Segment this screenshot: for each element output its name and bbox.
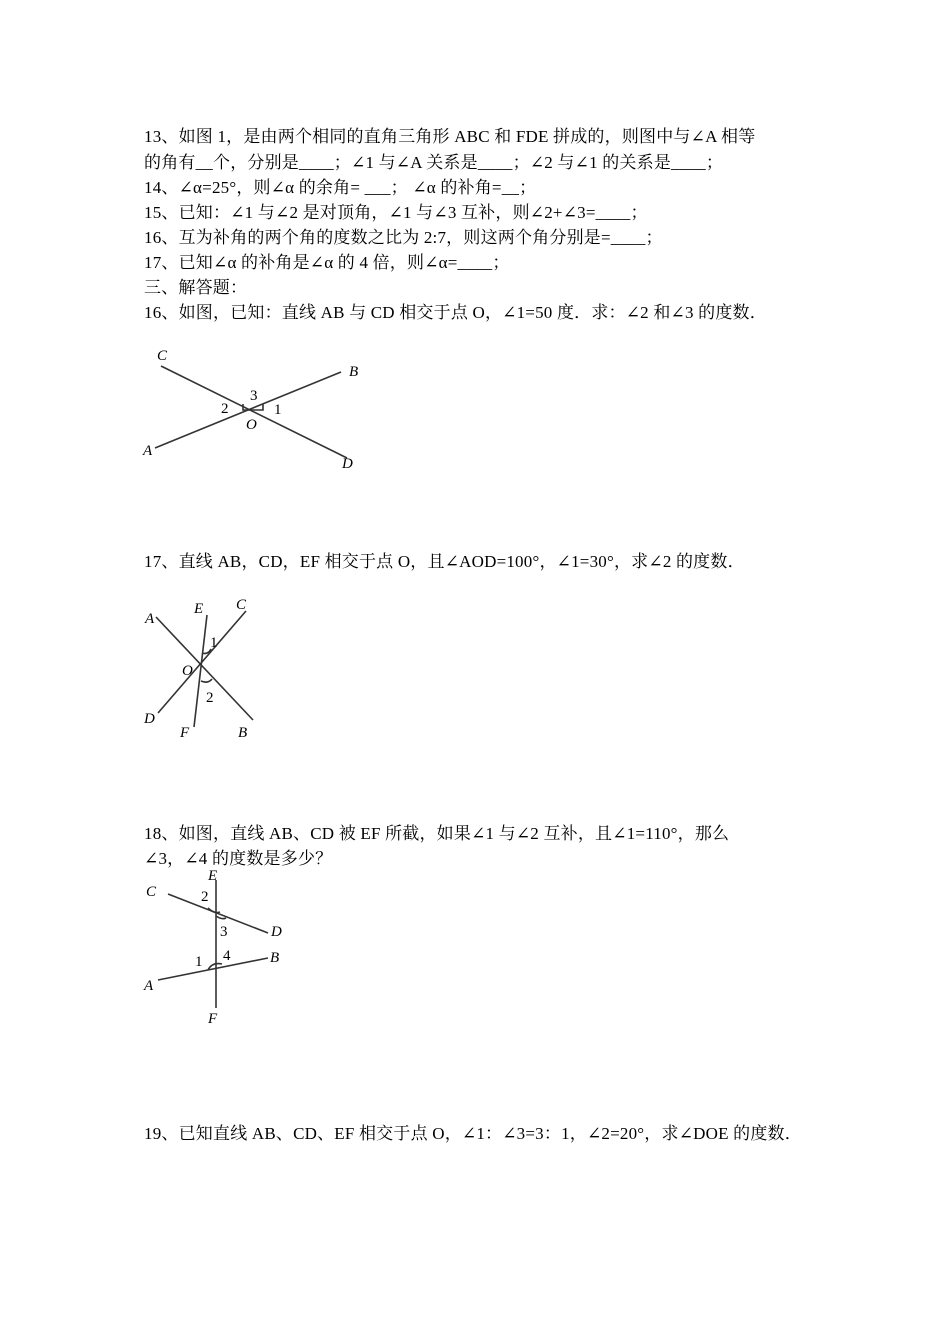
q17-problem: 17、直线 AB，CD，EF 相交于点 O，且∠AOD=100°，∠1=30°，求∠2 的度数． [144,552,745,571]
label-B: B [349,364,359,380]
line-cd [161,366,347,458]
q13-line1: 13、如图 1，是由两个相同的直角三角形 ABC 和 FDE 拼成的，则图中与∠A 相等 [144,127,756,146]
q15-line: 15、已知：∠1 与∠2 是对顶角，∠1 与∠3 互补，则∠2+∠3=____； [144,203,648,222]
angle-2-arc [208,908,220,913]
angle-label-1: 1 [274,402,282,418]
angle-label-3: 3 [250,388,258,404]
label-F: F [180,725,190,741]
angle-label-2: 2 [221,401,229,417]
label-A: A [144,978,154,994]
figure-intersecting-lines-ab-cd [135,340,375,480]
angle-label-1: 1 [210,635,218,651]
q17-fill-line: 17、已知∠α 的补角是∠α 的 4 倍，则∠α=____； [144,253,510,272]
line-cd [168,894,268,933]
label-F: F [208,1011,218,1027]
q16-problem: 16、如图，已知：直线 AB 与 CD 相交于点 O，∠1=50 度．求：∠2 和∠3 的度数． [144,303,767,322]
q16-fill-line: 16、互为补角的两个角的度数之比为 2:7，则这两个角分别是=____； [144,228,663,247]
label-O: O [182,663,193,679]
angle-label-1: 1 [195,954,203,970]
label-E: E [208,868,218,884]
label-C: C [157,348,168,364]
angle-label-2: 2 [201,889,209,905]
line-ab [158,958,268,980]
q18-line1: 18、如图，直线 AB、CD 被 EF 所截，如果∠1 与∠2 互补，且∠1=110°，那么 [144,824,730,843]
q18-line2: ∠3，∠4 的度数是多少？ [144,849,333,868]
label-B: B [238,725,248,741]
angle-label-2: 2 [206,690,214,706]
label-C: C [236,597,247,613]
label-E: E [194,601,204,617]
label-D: D [144,711,155,727]
label-D: D [342,456,353,472]
angle-2-arc [201,679,212,682]
label-D: D [271,924,282,940]
q14-line: 14、∠α=25°，则∠α 的余角= ___； ∠α 的补角=__； [144,178,537,197]
label-C: C [146,884,157,900]
line-ef [194,615,207,727]
q13-line2: 的角有__个，分别是____；∠1 与∠A 关系是____；∠2 与∠1 的关系是____； [144,153,724,172]
label-A: A [143,443,153,459]
section-heading: 三、解答题： [144,278,248,297]
angle-label-3: 3 [220,924,228,940]
q19-problem: 19、已知直线 AB、CD、EF 相交于点 O，∠1：∠3=3：1，∠2=20°，求∠DOE 的度数． [144,1124,802,1143]
figure-three-lines-ab-cd-ef [138,595,278,745]
angle-label-4: 4 [223,948,231,964]
figure-transversal-ef [138,868,308,1028]
label-A: A [145,611,155,627]
label-B: B [270,950,280,966]
label-O: O [246,417,257,433]
